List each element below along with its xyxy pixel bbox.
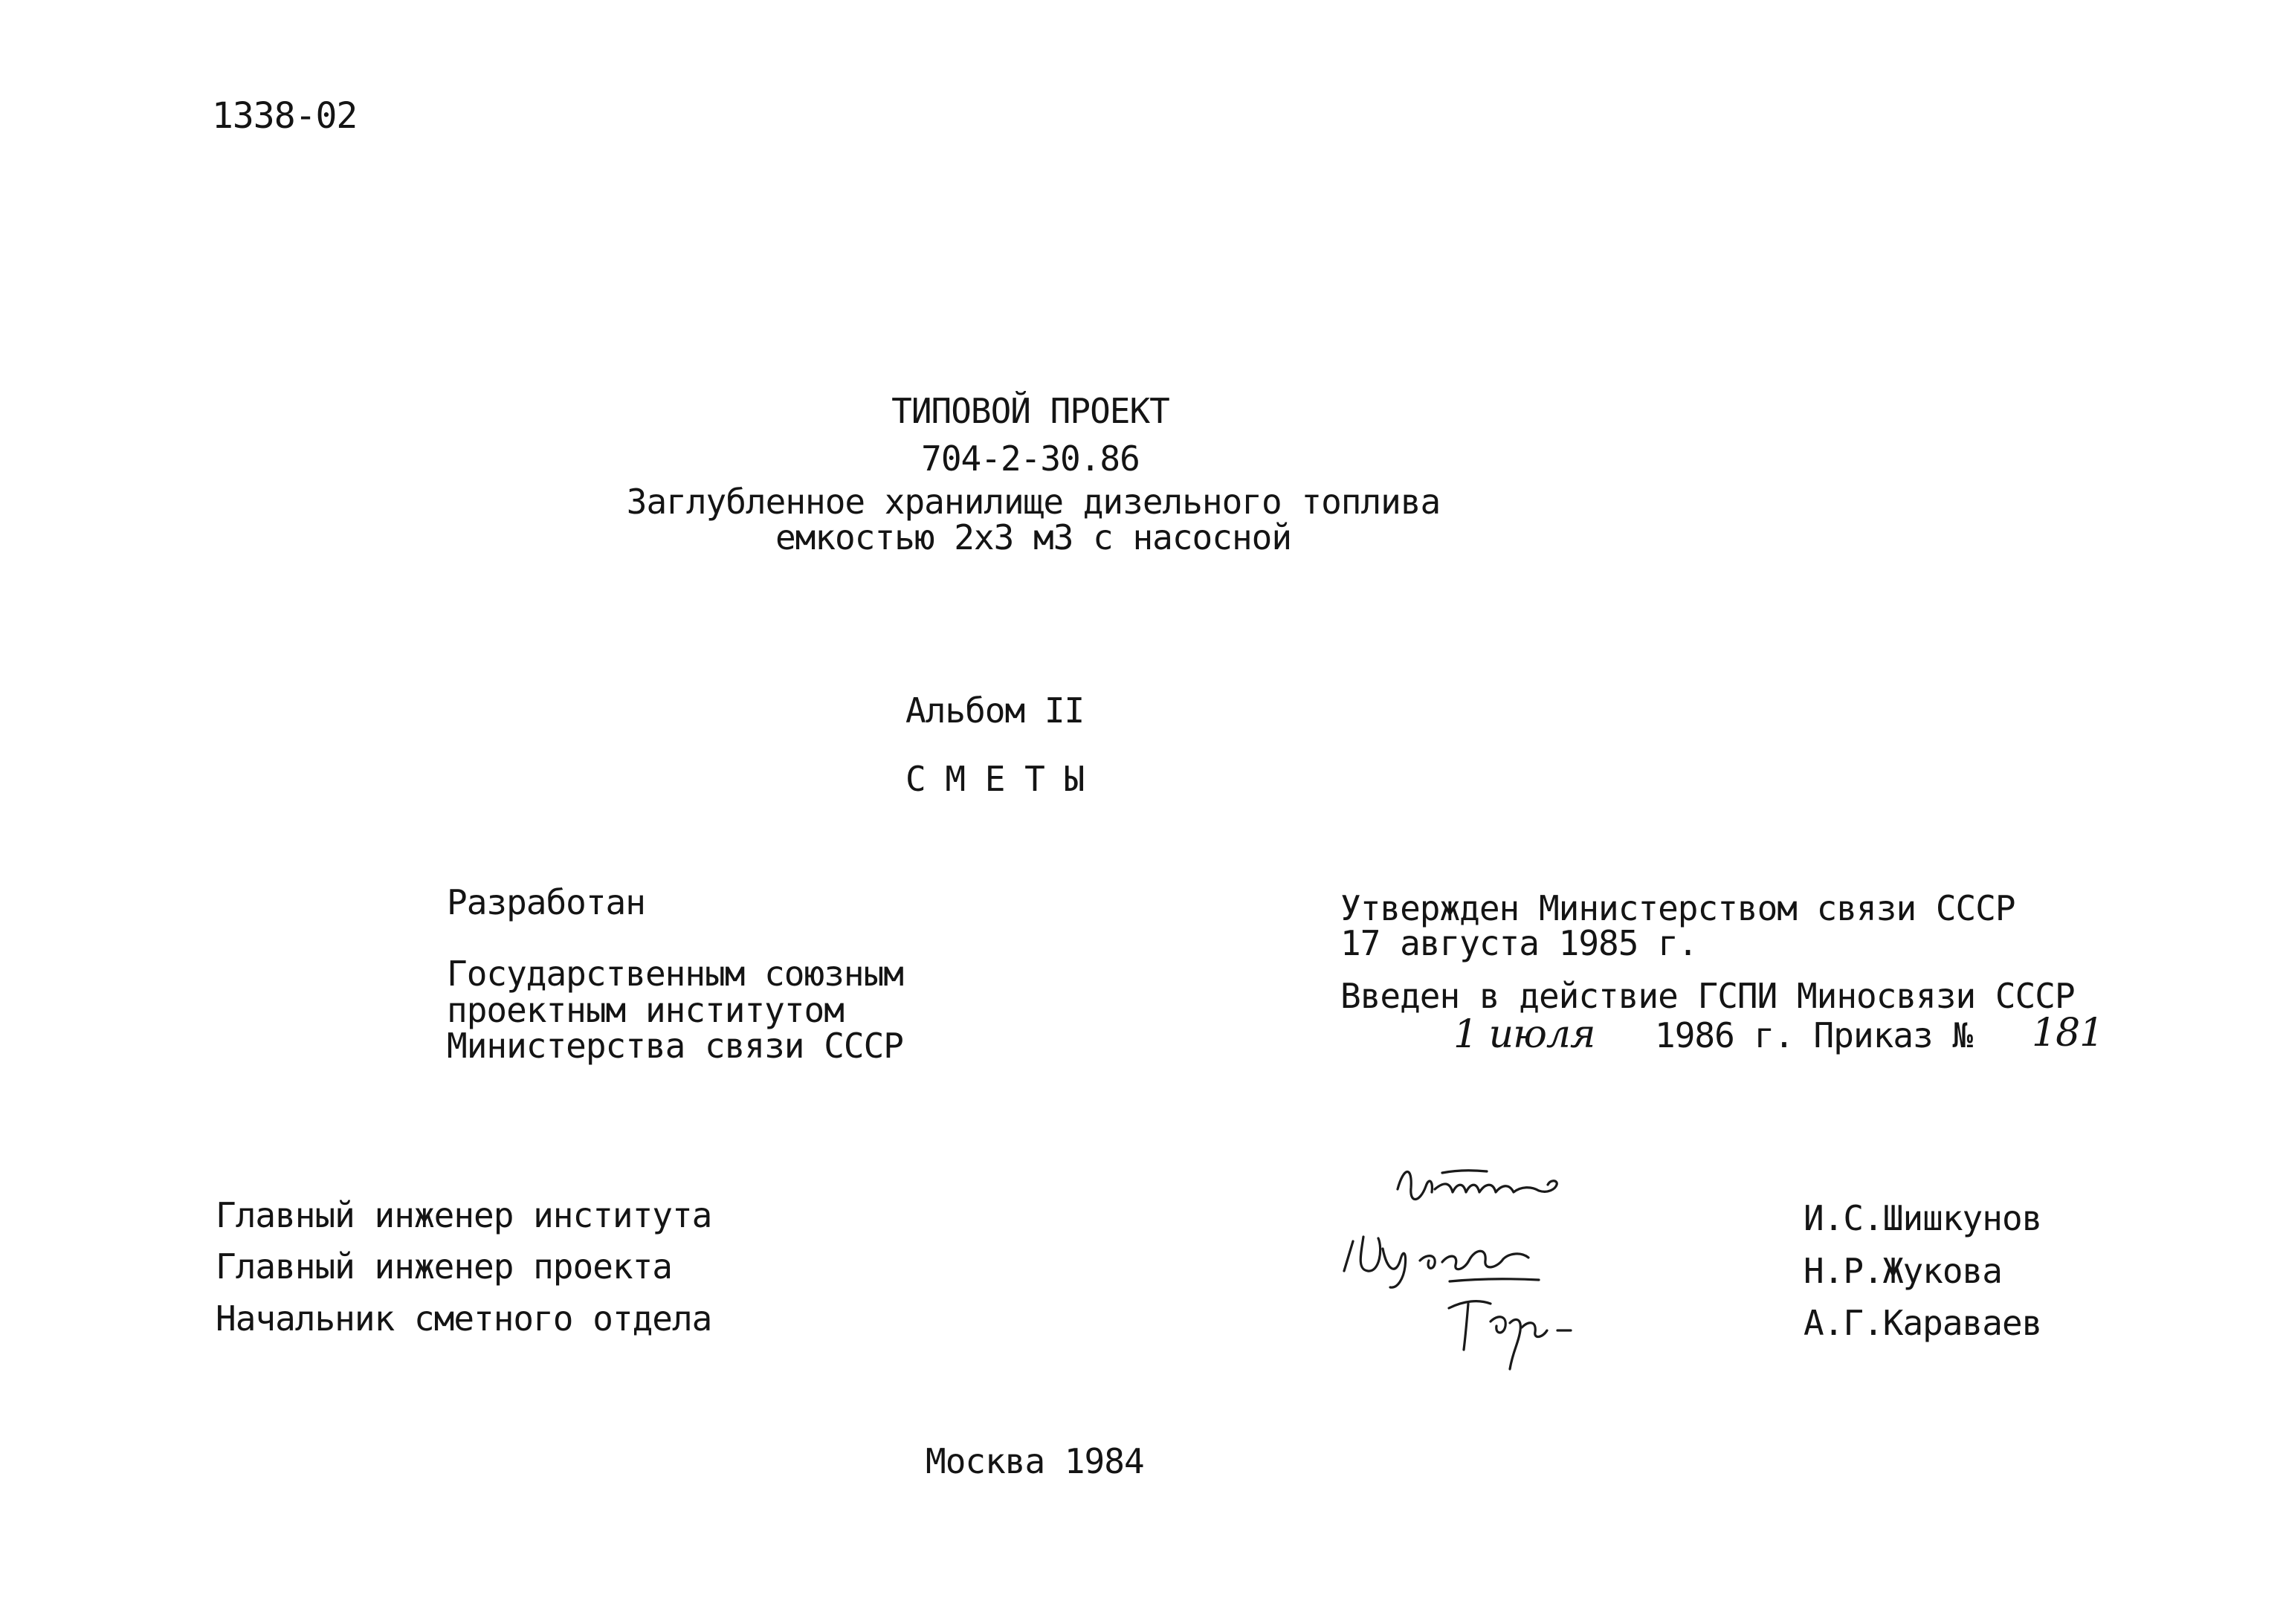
- enacted-date-handwritten: 1 июля: [1453, 1012, 1595, 1057]
- place-year: Москва 1984: [926, 1441, 1144, 1481]
- approved-line-1: Утвержден Министерством связи СССР: [1340, 888, 2015, 928]
- project-title-line1: Заглубленное хранилище дизельного топлива: [626, 482, 1441, 522]
- signature-zhukova: [1338, 1226, 1583, 1293]
- developer-line-2: проектным институтом: [447, 990, 844, 1030]
- signatory-name-3: А.Г.Караваев: [1804, 1303, 2042, 1343]
- signatory-name-2: Н.Р.Жукова: [1804, 1251, 2002, 1291]
- approved-line-2: 17 августа 1985 г.: [1340, 923, 1698, 963]
- signatory-role-3: Начальник сметного отдела: [216, 1298, 712, 1339]
- enacted-line-1: Введен в действие ГСПИ Миносвязи СССР: [1340, 976, 2075, 1016]
- developer-line-1: Государственным союзным: [447, 954, 903, 994]
- signatory-name-1: И.С.Шишкунов: [1804, 1198, 2042, 1238]
- project-title-line2: емкостью 2х3 м3 с насосной: [775, 517, 1292, 557]
- enacted-year-order: 1986 г. Приказ №: [1655, 1015, 1973, 1055]
- album-label: Альбом II: [905, 690, 1085, 731]
- signature-karavaev: [1438, 1292, 1587, 1374]
- developer-line-3: Министерства связи СССР: [447, 1026, 903, 1066]
- developed-heading: Разработан: [447, 882, 645, 922]
- project-number: 704-2-30.86: [921, 439, 1140, 479]
- signatory-role-2: Главный инженер проекта: [216, 1246, 672, 1287]
- section-title: С М Е Т Ы: [905, 759, 1085, 799]
- order-number-handwritten: 181: [2032, 1011, 2104, 1055]
- signature-shishkunov: [1390, 1159, 1598, 1219]
- sheet-code: 1338-02: [212, 95, 358, 137]
- project-type-label: ТИПОВОЙ ПРОЕКТ: [891, 391, 1169, 431]
- signatory-role-1: Главный инженер института: [216, 1195, 712, 1235]
